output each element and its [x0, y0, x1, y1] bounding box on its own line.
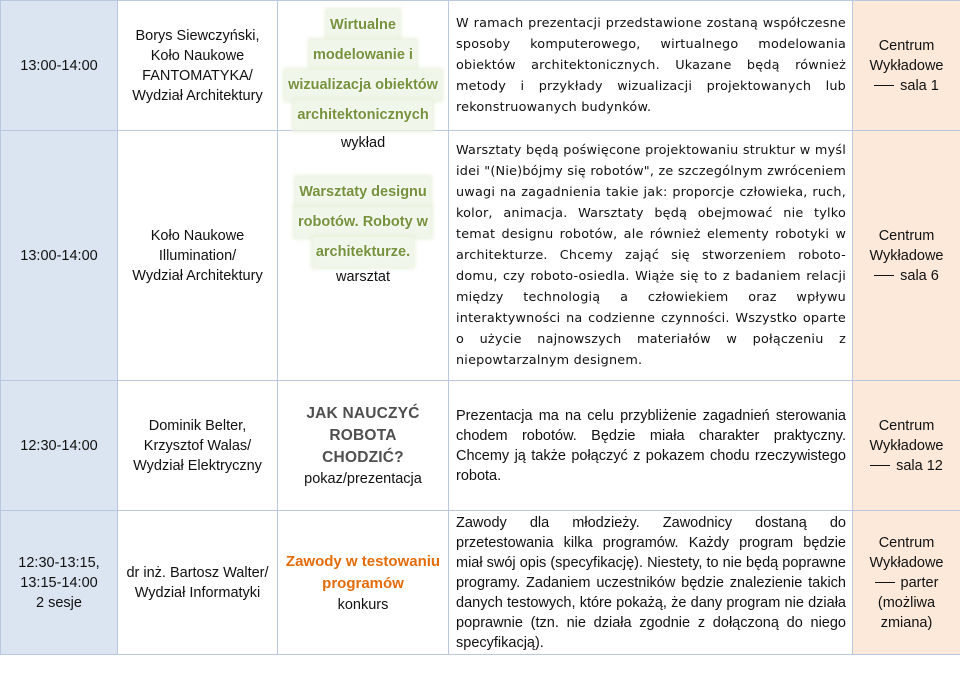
presenter-cell	[118, 131, 278, 381]
time-line: 13:15-14:00	[20, 574, 98, 591]
room-cell	[853, 1, 960, 131]
table-row	[1, 381, 960, 511]
event-title-line: JAK NAUCZYĆ ROBOTA	[306, 404, 420, 444]
room-building: Centrum	[878, 227, 935, 244]
room-sala-text: sala 12	[896, 457, 943, 474]
room-sala-text: sala 6	[900, 267, 939, 284]
time-cell	[1, 511, 118, 655]
room-note: zmiana)	[880, 614, 933, 631]
event-title	[278, 551, 448, 595]
room-note: (możliwa	[877, 594, 936, 611]
presenter-cell	[118, 511, 278, 655]
presenter-line: Koło Naukowe	[150, 47, 245, 64]
event-title-line: modelowanie i	[310, 40, 416, 70]
event-title-line: Zawody w testowaniu	[285, 552, 441, 570]
table-row	[1, 511, 960, 655]
room-building: Wykładowe	[869, 57, 944, 74]
event-title-line: CHODZIĆ?	[322, 448, 404, 466]
presenter-line: Dominik Belter,	[148, 417, 247, 434]
room-building: Centrum	[878, 417, 935, 434]
event-title-line: Warsztaty designu	[296, 177, 430, 207]
presenter-line: Wydział Architektury	[132, 267, 263, 284]
presenter-cell	[118, 1, 278, 131]
time-cell: 13:00-14:00	[1, 1, 118, 131]
room-number	[874, 76, 939, 96]
room-number	[874, 266, 939, 286]
dash-line	[874, 85, 894, 86]
event-description: Zawody dla młodzieży. Zawodnicy dostaną do przetestowania kilka programów. Każdy program będzie miał swój opis (specyfikację). Niestety, to nie będą poprawne programy. Zadaniem uczestników będzie znalezienie takich danych testowych, które pokażą, że dany program nie działa poprawnie (tzn. nie działa zgodnie z dołączoną do niego specyfikacją).	[456, 514, 846, 651]
event-title-line: architekturze.	[313, 237, 413, 267]
room-building: Wykładowe	[869, 247, 944, 264]
room-building: Wykładowe	[869, 554, 944, 571]
room-building: Centrum	[878, 37, 935, 54]
event-description: W ramach prezentacji przedstawione zostaną współczesne sposoby komputerowego, wirtualnego modelowania obiektów architektonicznych. Ukazane będą również metody i przykłady wizualizacji projektowanych lub rekonstruowanych budynków.	[456, 16, 846, 115]
dash-line	[874, 275, 894, 276]
description-cell	[449, 511, 853, 655]
presenter-line: Wydział Architektury	[132, 87, 263, 104]
presenter-line: Illumination/	[158, 247, 237, 264]
event-title-line: architektonicznych	[294, 100, 431, 130]
description-cell	[449, 1, 853, 131]
event-title	[278, 10, 448, 130]
table-row	[1, 131, 960, 381]
event-type: warsztat	[336, 269, 390, 285]
description-cell	[449, 381, 853, 511]
event-title	[278, 403, 448, 469]
dash-line	[875, 582, 895, 583]
event-description: Warsztaty będą poświęcone projektowaniu struktur w myśl idei "(Nie)bójmy się robotów", ze szczególnym zwróceniem uwagi na zagadnienia takie jak: proporcje człowieka, ruch, kolor, animacja. Warsztaty będą obejmować nie tylko temat designu robotów, ale również elementy robotyki w architekturze. Chcemy zająć się stworzeniem roboto-domu, czy roboto-osiedla. Wiąże się to z badaniem relacji między technologią a człowiekiem oraz wpływu interaktywności na codzienne czynności. Wszystko oparte o użycie najnowszych materiałów w połączeniu z niepowtarzalnym designem.	[456, 143, 846, 368]
event-type: pokaz/prezentacja	[304, 470, 422, 487]
room-building: Centrum	[878, 534, 935, 551]
event-type: konkurs	[337, 596, 389, 613]
presenter-cell	[118, 381, 278, 511]
room-number	[875, 573, 939, 593]
room-sala-text: sala 1	[900, 77, 939, 94]
room-building: Wykładowe	[869, 437, 944, 454]
description-cell	[449, 131, 853, 381]
presenter-line: dr inż. Bartosz Walter/	[126, 564, 269, 581]
event-title-cell	[278, 131, 449, 381]
room-cell	[853, 381, 960, 511]
time-cell: 12:30-14:00	[1, 381, 118, 511]
event-title-cell	[278, 381, 449, 511]
event-title-cell	[278, 1, 449, 131]
time-line: 2 sesje	[36, 594, 82, 611]
room-number	[870, 456, 943, 476]
presenter-line: Wydział Informatyki	[134, 584, 261, 601]
room-sala-text: parter	[900, 574, 939, 591]
presenter-line: Koło Naukowe	[150, 227, 245, 244]
dash-line	[870, 465, 890, 466]
event-title-line: robotów. Roboty w	[295, 207, 431, 237]
event-title-line: programów	[322, 574, 404, 592]
time-cell: 13:00-14:00	[1, 131, 118, 381]
room-cell	[853, 511, 960, 655]
presenter-line: Krzysztof Walas/	[143, 437, 252, 454]
event-type: wykład	[340, 135, 386, 151]
table-row	[1, 1, 960, 131]
event-title-line: Wirtualne	[327, 10, 399, 40]
presenter-line: Wydział Elektryczny	[133, 457, 262, 474]
event-title	[278, 177, 448, 267]
presenter-line: Borys Siewczyński,	[135, 27, 260, 44]
presenter-line: FANTOMATYKA/	[142, 67, 253, 84]
event-title-line: wizualizacja obiektów	[285, 70, 441, 100]
event-description: Prezentacja ma na celu przybliżenie zagadnień sterowania chodem robotów. Będzie miała charakter praktyczny. Chcemy ją także połączyć z pokazem chodu rzeczywistego robota.	[456, 407, 846, 484]
room-cell	[853, 131, 960, 381]
event-title-cell	[278, 511, 449, 655]
time-line: 12:30-13:15,	[18, 554, 100, 571]
